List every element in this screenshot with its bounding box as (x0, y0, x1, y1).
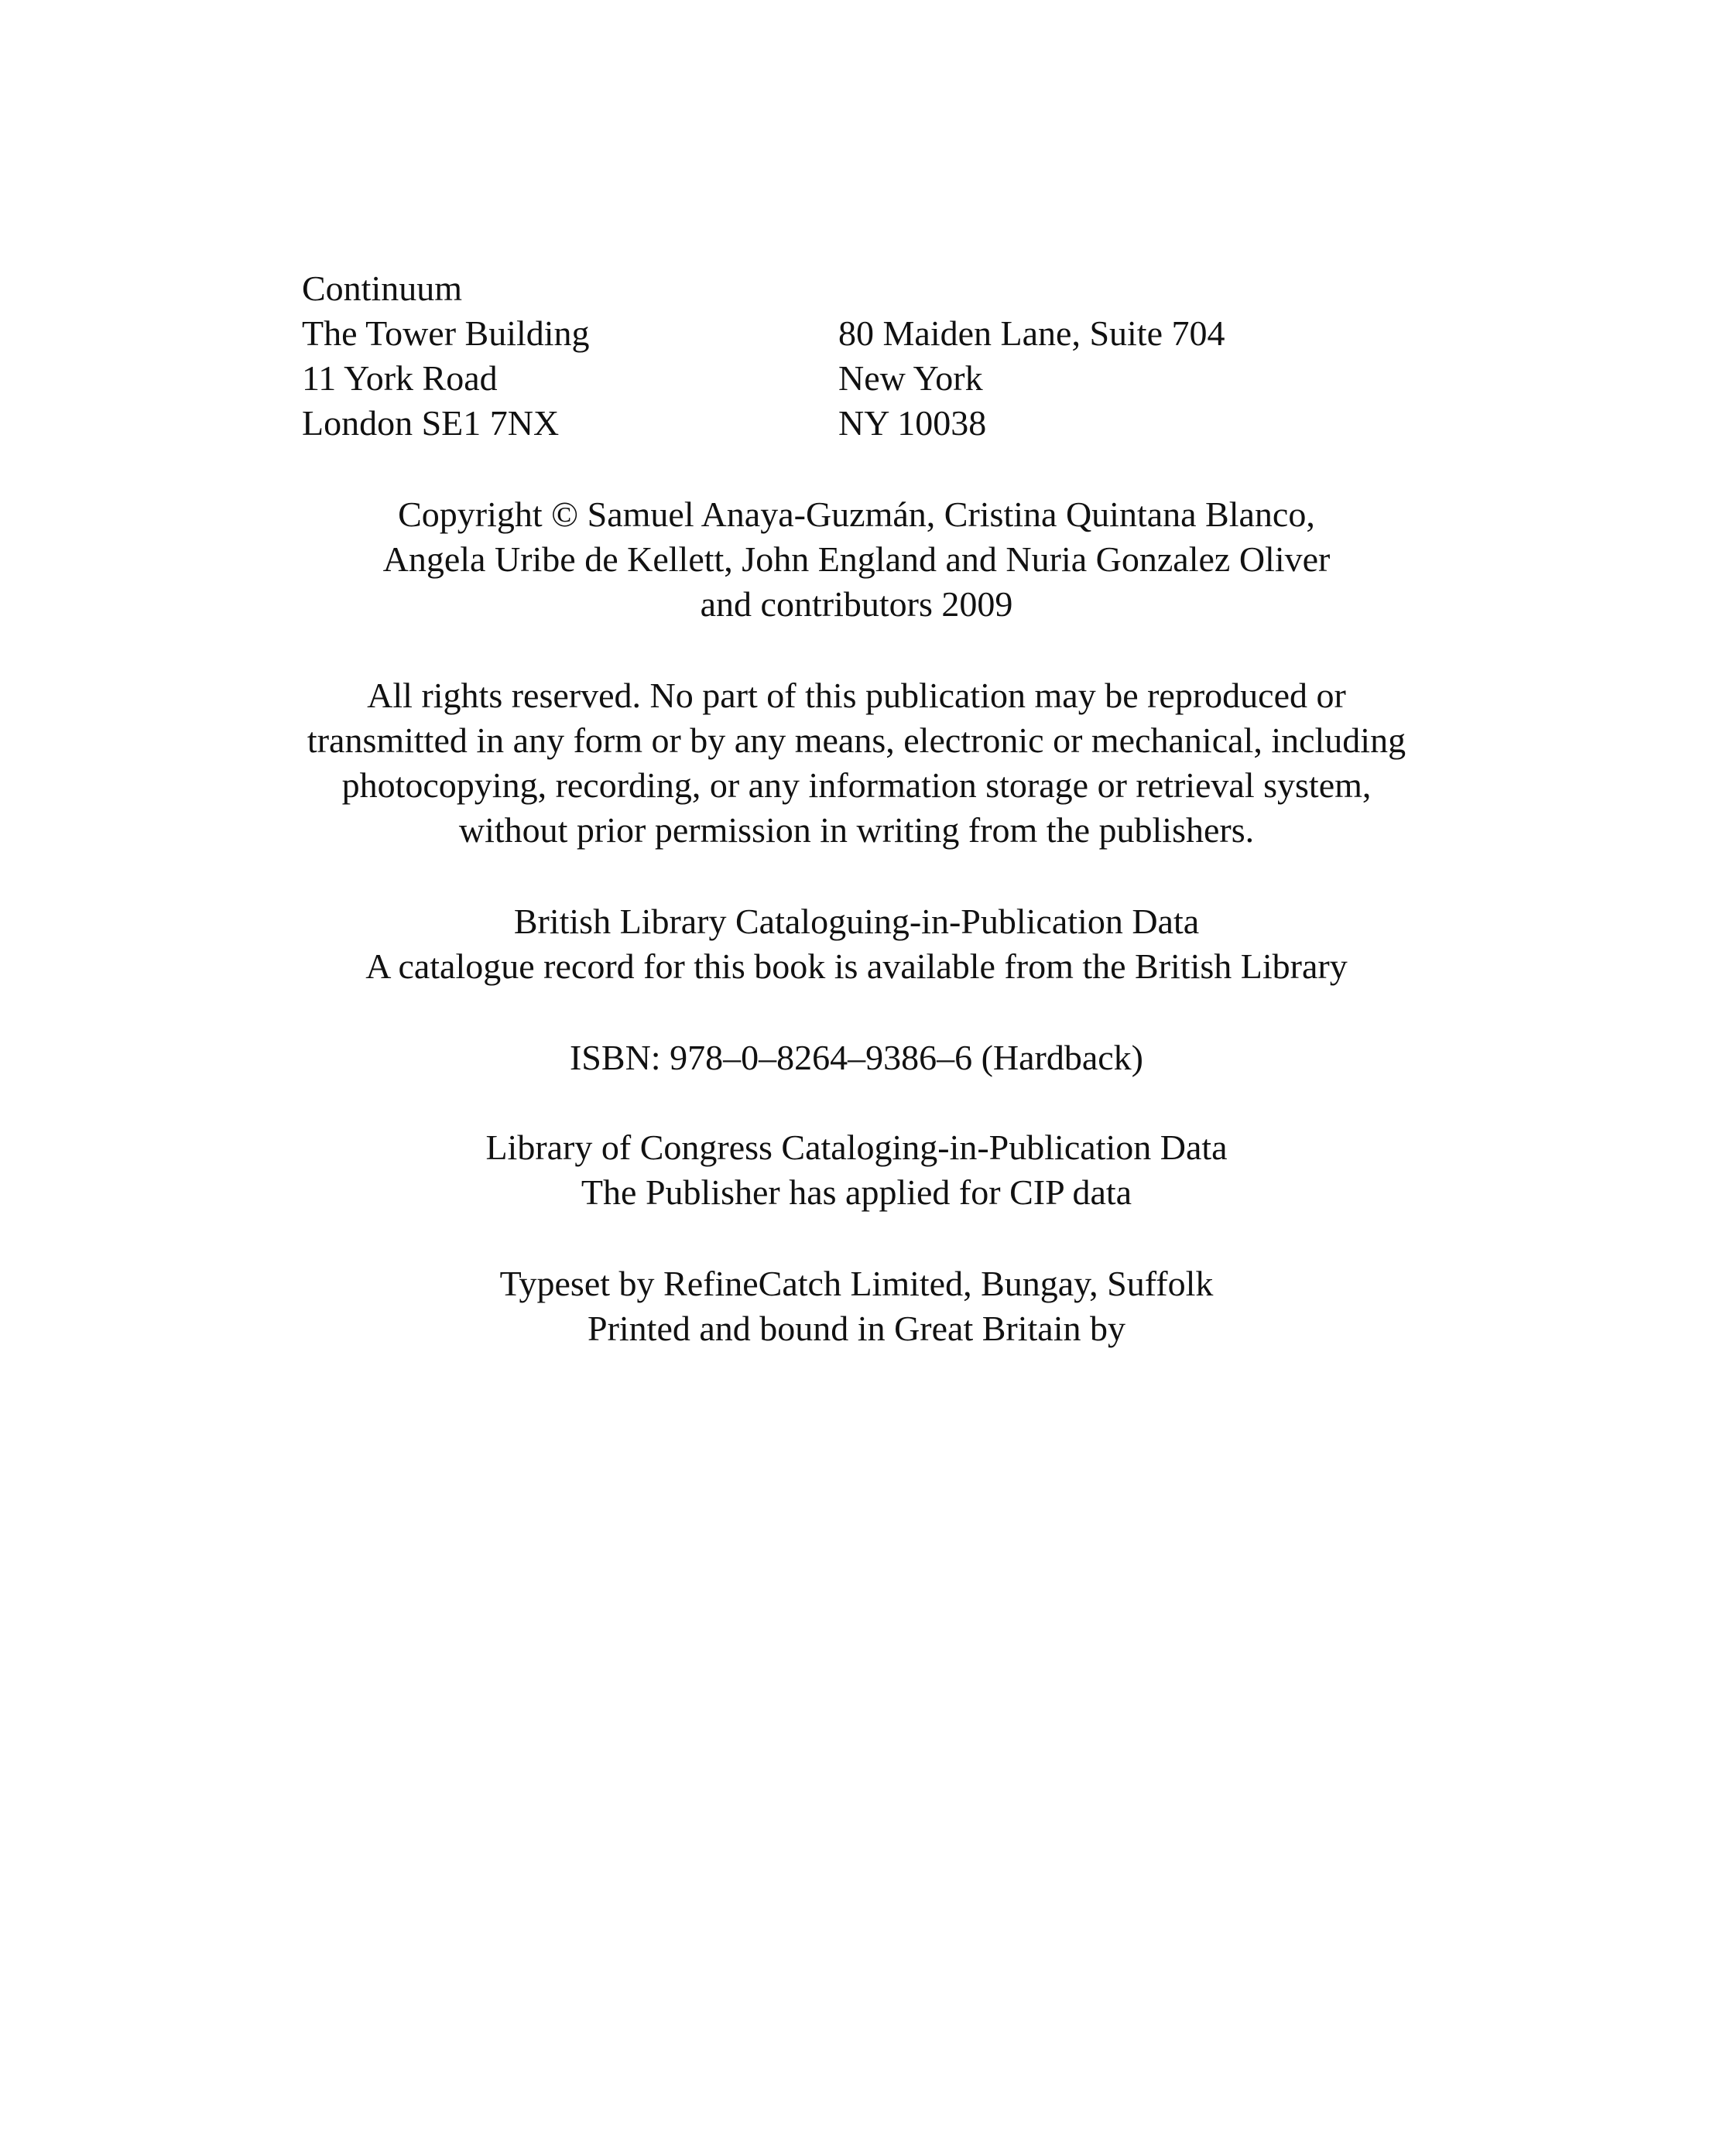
copyright-line: Angela Uribe de Kellett, John England and Nuria Gonzalez Oliver (382, 539, 1331, 579)
copyright-line: Copyright © Samuel Anaya-Guzmán, Cristina Quintana Blanco, (398, 495, 1315, 534)
rights-line: without prior permission in writing from the publishers. (458, 810, 1255, 850)
printing-line: Printed and bound in Great Britain by (588, 1309, 1125, 1348)
library-of-congress-line: The Publisher has applied for CIP data (581, 1172, 1132, 1212)
british-library-line: British Library Cataloguing-in-Publication Data (513, 902, 1200, 941)
rights-line: photocopying, recording, or any information storage or retrieval system, (341, 765, 1372, 805)
uk-address-line: The Tower Building (302, 313, 590, 353)
us-address-line: New York (838, 358, 983, 398)
copyright-line: and contributors 2009 (700, 584, 1013, 624)
isbn: ISBN: 978–0–8264–9386–6 (Hardback) (569, 1038, 1143, 1077)
us-address-line: 80 Maiden Lane, Suite 704 (838, 313, 1225, 353)
publisher-name: Continuum (302, 269, 463, 308)
us-address-line: NY 10038 (838, 403, 987, 443)
library-of-congress-line: Library of Congress Cataloging-in-Publication Data (485, 1128, 1228, 1167)
rights-line: transmitted in any form or by any means, electronic or mechanical, including (307, 720, 1406, 760)
rights-line: All rights reserved. No part of this publication may be reproduced or (367, 676, 1346, 715)
printing-line: Typeset by RefineCatch Limited, Bungay, Suffolk (499, 1264, 1214, 1303)
british-library-line: A catalogue record for this book is available from the British Library (365, 946, 1348, 986)
uk-address-line: 11 York Road (302, 358, 498, 398)
uk-address-line: London SE1 7NX (302, 403, 560, 443)
